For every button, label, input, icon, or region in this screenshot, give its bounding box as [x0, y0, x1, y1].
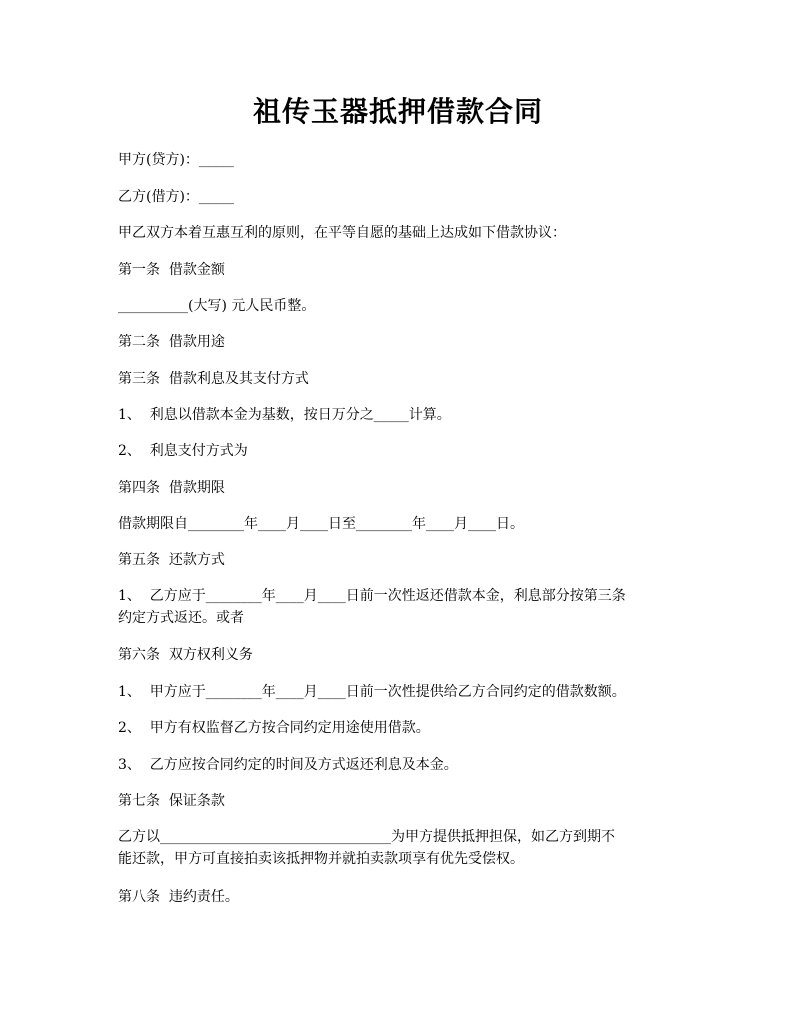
document-title: 祖传玉器抵押借款合同: [252, 95, 543, 128]
repayment-line-2: 约定方式返还。或者: [118, 610, 244, 626]
article-4-heading: 第四条 借款期限: [118, 480, 225, 496]
party-a-line: 甲方(贷方)：_____: [118, 152, 234, 168]
obligation-3-line: 3、 乙方应按合同约定的时间及方式返还利息及本金。: [118, 757, 458, 773]
loan-amount-line: __________(大写) 元人民币整。: [118, 298, 316, 314]
article-6-heading: 第六条 双方权利义务: [118, 647, 253, 663]
repayment-line-1: 1、 乙方应于________年____月____日前一次性返还借款本金，利息部分按第三条: [118, 588, 626, 604]
obligation-1-line: 1、 甲方应于________年____月____日前一次性提供给乙方合同约定的借款数额。: [118, 684, 626, 700]
obligation-2-line: 2、 甲方有权监督乙方按合同约定用途使用借款。: [118, 720, 430, 736]
interest-payment-line: 2、 利息支付方式为: [118, 443, 248, 459]
article-7-heading: 第七条 保证条款: [118, 793, 225, 809]
article-8-heading: 第八条 违约责任。: [118, 889, 239, 905]
interest-rate-line: 1、 利息以借款本金为基数，按日万分之_____计算。: [118, 407, 451, 423]
party-b-line: 乙方(借方)：_____: [118, 189, 234, 205]
article-2-heading: 第二条 借款用途: [118, 334, 225, 350]
loan-term-line: 借款期限自________年____月____日至________年____月____日。: [118, 516, 524, 532]
guarantee-line-2: 能还款，甲方可直接拍卖该抵押物并就拍卖款项享有优先受偿权。: [118, 851, 524, 867]
preamble-line: 甲乙双方本着互惠互利的原则，在平等自愿的基础上达成如下借款协议：: [118, 225, 566, 241]
article-1-heading: 第一条 借款金额: [118, 262, 225, 278]
article-5-heading: 第五条 还款方式: [118, 552, 225, 568]
guarantee-line-1: 乙方以_________________________________为甲方提供抵押担保，如乙方到期不: [118, 829, 615, 845]
article-3-heading: 第三条 借款利息及其支付方式: [118, 371, 309, 387]
